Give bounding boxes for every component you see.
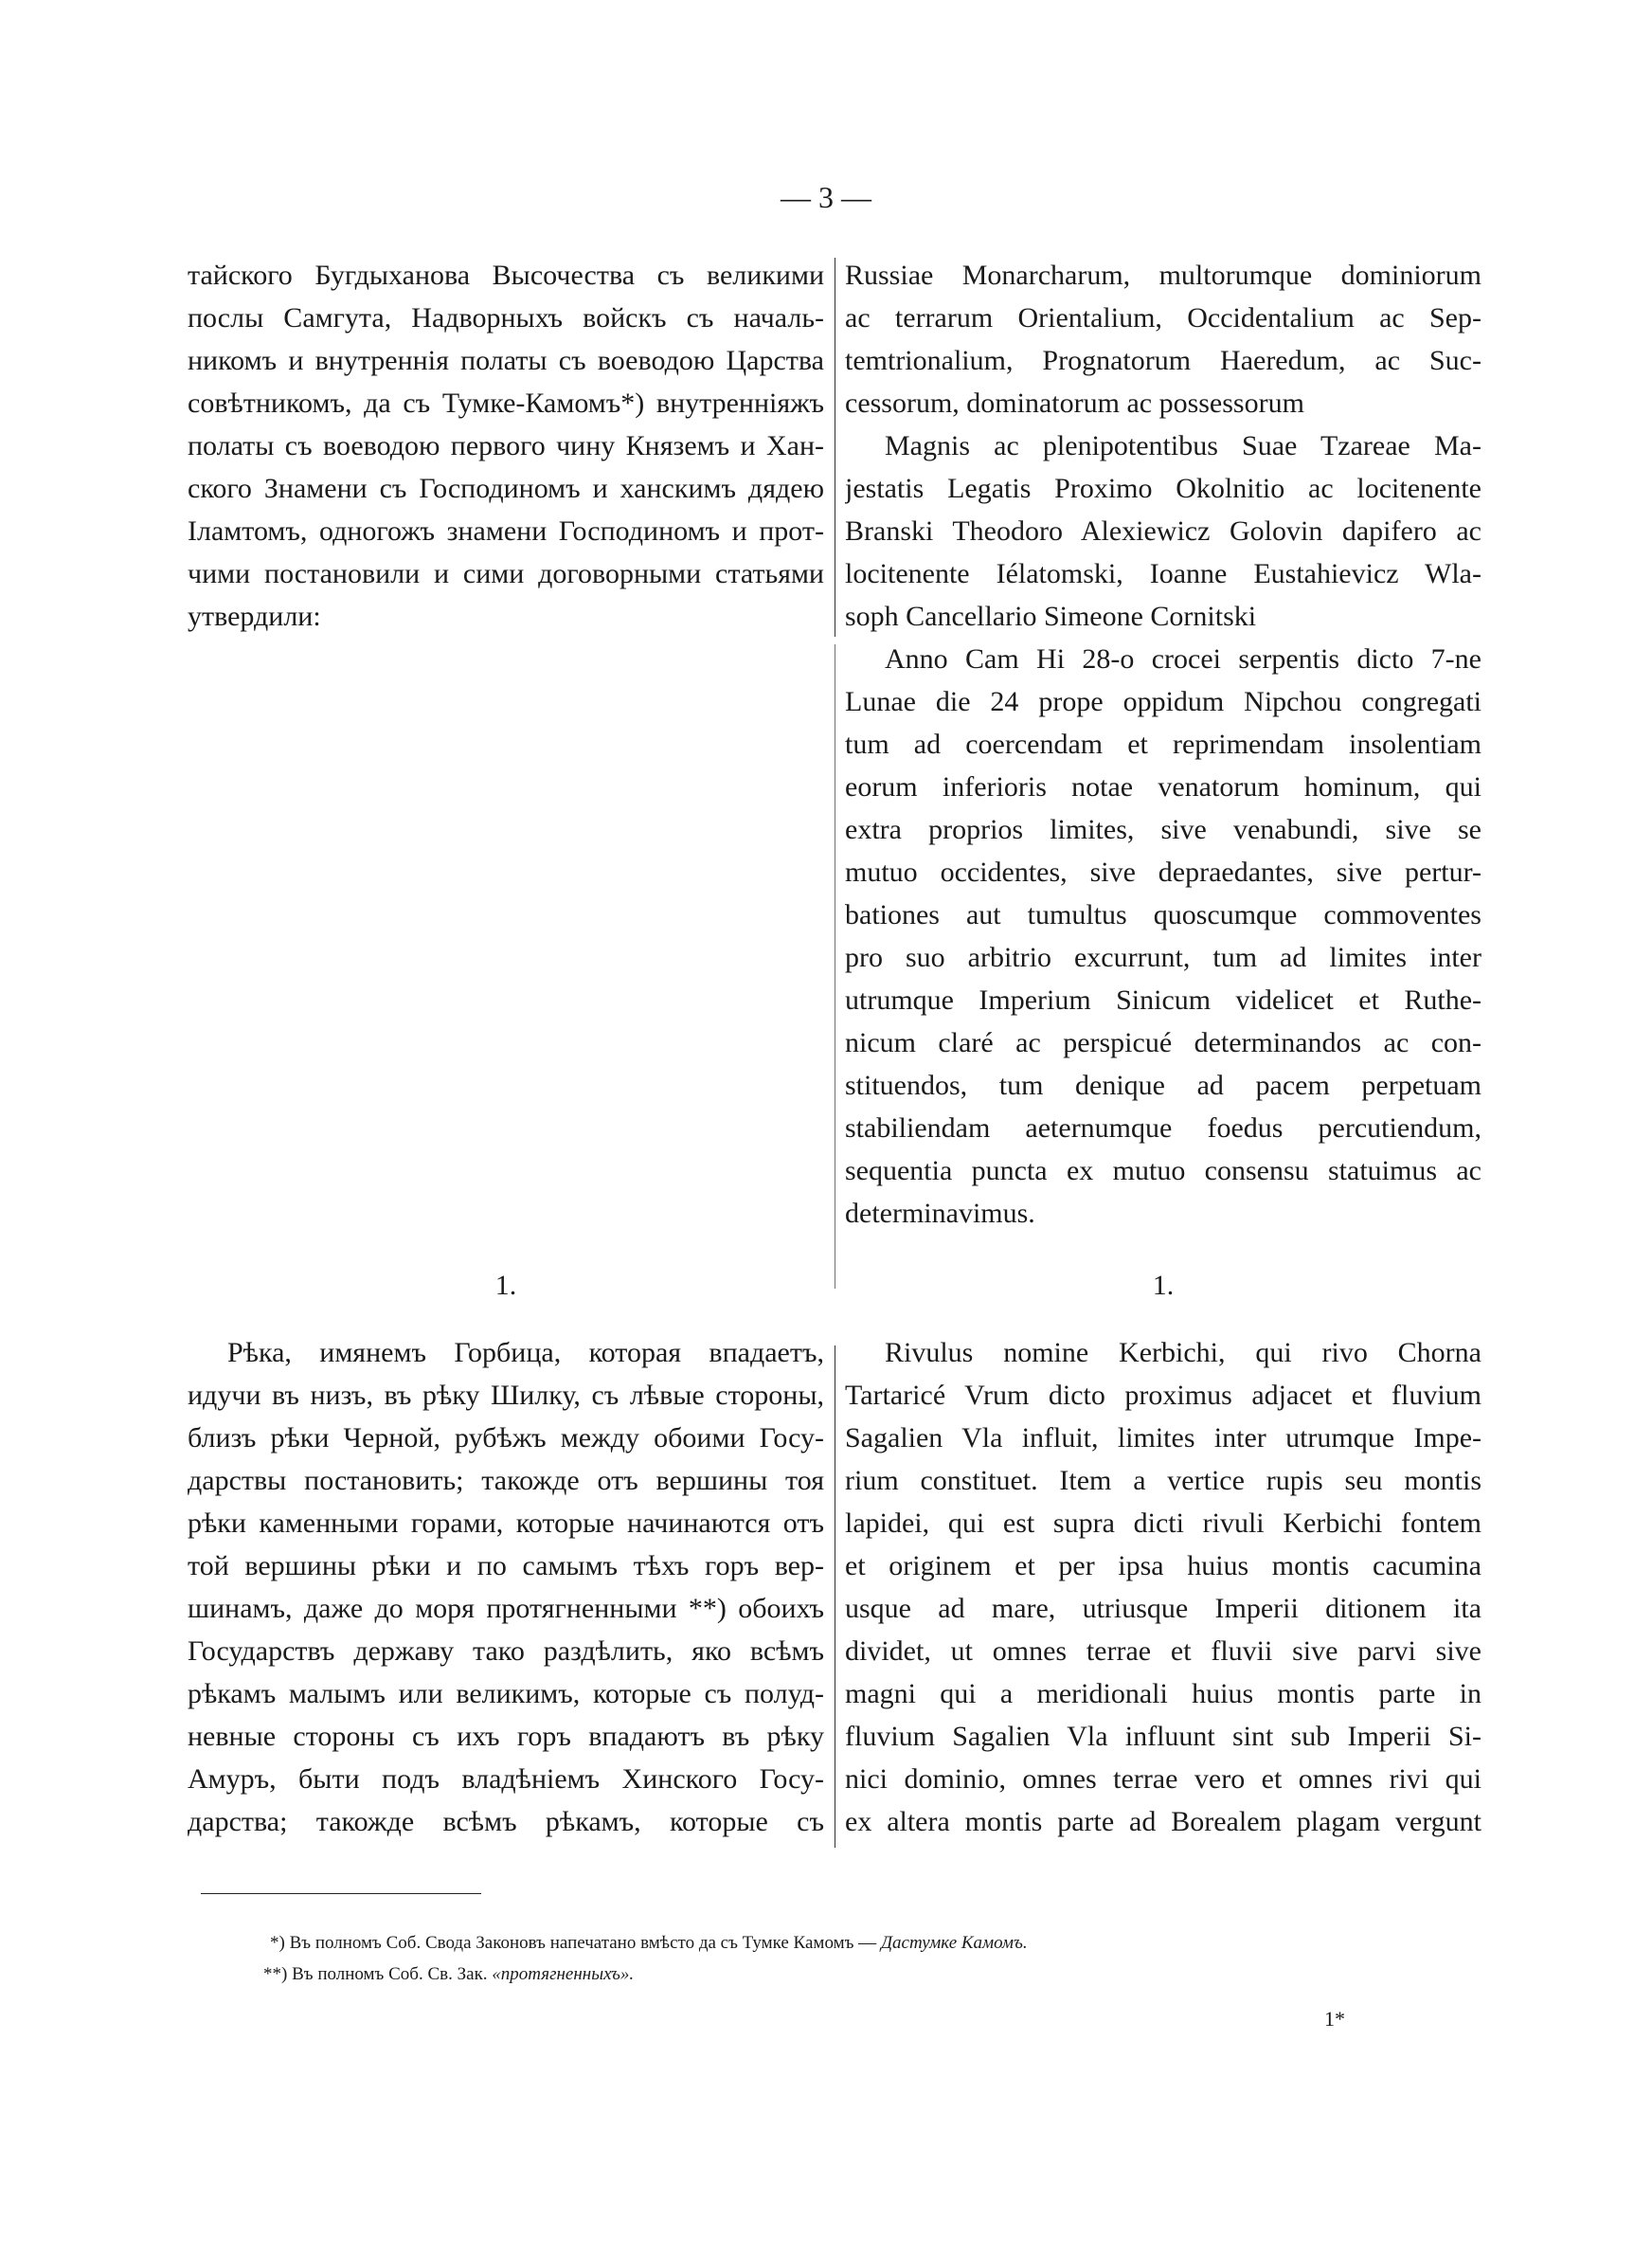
- text-line: ac terrarum Orientalium, Occidentalium ac Sep-: [845, 302, 1481, 334]
- text-line: рѣки каменными горами, которые начинаются отъ: [188, 1508, 824, 1539]
- footnote-1: [270, 1933, 1028, 1954]
- top-right-column: [845, 254, 1481, 1235]
- article-number-right: 1.: [1152, 1270, 1175, 1301]
- text-line: полаты съ воеводою первого чину Княземъ и Хан-: [188, 430, 824, 461]
- page-number: — 3 —: [781, 180, 871, 214]
- footnote-1-italic: Дастумке Камомъ.: [880, 1933, 1028, 1953]
- text-line: sequentia puncta ex mutuo consensu statuimus ac: [845, 1155, 1481, 1186]
- text-line: Рѣка, имянемъ Горбица, которая впадаетъ,: [227, 1337, 824, 1368]
- text-line: eorum inferioris notae venatorum hominum, qui: [845, 771, 1481, 803]
- top-left-column: [188, 254, 824, 638]
- text-line: locitenente Iélatomski, Ioanne Eustahievicz Wla-: [845, 558, 1481, 589]
- article-right-column: [845, 1331, 1481, 1843]
- text-line: Tartaricé Vrum dicto proximus adjacet et fluvium: [845, 1380, 1481, 1411]
- text-line: fluvium Sagalien Vla influunt sint sub Imperii Si-: [845, 1721, 1481, 1752]
- text-line: bationes aut tumultus quoscumque commoventes: [845, 899, 1481, 930]
- text-line: extra proprios limites, sive venabundi, sive se: [845, 814, 1481, 845]
- text-line: рѣкамъ малымъ или великимъ, которые съ полуд-: [188, 1678, 824, 1709]
- text-line: чими постановили и сими договорными статьями: [188, 558, 824, 589]
- text-line: Branski Theodoro Alexiewicz Golovin dapifero ac: [845, 515, 1481, 547]
- text-line: Russiae Monarcharum, multorumque dominiorum: [845, 260, 1481, 291]
- text-line: Іламтомъ, одногожъ знамени Господиномъ и прот-: [188, 515, 824, 547]
- text-line: совѣтникомъ, да съ Тумке-Камомъ*) внутренніяжъ: [188, 388, 824, 419]
- text-line: идучи въ низъ, въ рѣку Шилку, съ лѣвые стороны,: [188, 1380, 824, 1411]
- text-line: soph Cancellario Simeone Cornitski: [845, 601, 1257, 632]
- text-line: Sagalien Vla influit, limites inter utrumque Impe-: [845, 1422, 1481, 1454]
- text-line: stabiliendam aeternumque foedus percutiendum,: [845, 1112, 1481, 1144]
- text-line: дарствы постановить; такожде отъ вершины тоя: [188, 1465, 824, 1496]
- text-line: stituendos, tum denique ad pacem perpetuam: [845, 1070, 1481, 1101]
- text-line: magni qui a meridionali huius montis parte in: [845, 1678, 1481, 1709]
- text-line: mutuo occidentes, sive depraedantes, sive pertur-: [845, 857, 1481, 888]
- text-line: usque ad mare, utriusque Imperii ditionem ita: [845, 1593, 1481, 1624]
- text-line: lapidei, qui est supra dicti rivuli Kerbichi fontem: [845, 1508, 1481, 1539]
- text-line: Государствъ державу тако раздѣлить, яко всѣмъ: [188, 1635, 824, 1667]
- footnote-2-text: **) Въ полномъ Соб. Св. Зак.: [263, 1964, 493, 1984]
- footnote-1-text: *) Въ полномъ Соб. Свода Законовъ напечатано вмѣсто да съ Тумке Камомъ —: [270, 1933, 881, 1953]
- text-line: Амуръ, быти подъ владѣніемъ Хинского Госу-: [188, 1763, 824, 1795]
- text-line: Magnis ac plenipotentibus Suae Tzareae Ma-: [885, 430, 1481, 461]
- text-line: cessorum, dominatorum ac possessorum: [845, 388, 1304, 419]
- text-line: dividet, ut omnes terrae et fluvii sive parvi sive: [845, 1635, 1481, 1667]
- text-line: rium constituet. Item a vertice rupis seu montis: [845, 1465, 1481, 1496]
- text-line: послы Самгута, Надворныхъ войскъ съ началь-: [188, 302, 824, 334]
- text-line: той вершины рѣки и по самымъ тѣхъ горъ вер-: [188, 1550, 824, 1581]
- text-line: tum ad coercendam et reprimendam insolentiam: [845, 729, 1481, 760]
- text-line: nicum claré ac perspicué determinandos ac con-: [845, 1027, 1481, 1058]
- text-line: ского Знамени съ Господиномъ и ханскимъ дядею: [188, 473, 824, 504]
- text-line: pro suo arbitrio excurrunt, tum ad limites inter: [845, 942, 1481, 973]
- footnote-2: [263, 1964, 634, 1985]
- text-line: дарства; такожде всѣмъ рѣкамъ, которые съ: [188, 1806, 824, 1837]
- text-line: determinavimus.: [845, 1198, 1035, 1229]
- text-line: шинамъ, даже до моря протягненными **) обоихъ: [188, 1593, 824, 1624]
- signature-mark: 1*: [1324, 2007, 1345, 2031]
- text-line: et originem et per ipsa huius montis cacumina: [845, 1550, 1481, 1581]
- text-line: jestatis Legatis Proximo Okolnitio ac locitenente: [845, 473, 1481, 504]
- text-line: temtrionalium, Prognatorum Haeredum, ac Suc-: [845, 345, 1481, 376]
- text-line: Rivulus nomine Kerbichi, qui rivo Chorna: [885, 1337, 1481, 1368]
- article-number-left: 1.: [494, 1270, 517, 1301]
- text-line: Anno Cam Hi 28-o crocei serpentis dicto 7-ne: [885, 643, 1481, 675]
- text-line: невные стороны съ ихъ горъ впадаютъ въ рѣку: [188, 1721, 824, 1752]
- text-line: nici dominio, omnes terrae vero et omnes rivi qui: [845, 1763, 1481, 1795]
- text-line: ex altera montis parte ad Borealem plagam vergunt: [845, 1806, 1481, 1837]
- text-line: Lunae die 24 prope oppidum Nipchou congregati: [845, 686, 1481, 717]
- footnote-2-italic: «протягненныхъ».: [492, 1964, 635, 1984]
- text-line: utrumque Imperium Sinicum videlicet et Ruthe-: [845, 984, 1481, 1016]
- text-line: никомъ и внутреннія полаты съ воеводою Царства: [188, 345, 824, 376]
- footnote-rule: [201, 1893, 481, 1894]
- text-line: утвердили:: [188, 601, 321, 632]
- text-line: близъ рѣки Черной, рубѣжъ между обоими Госу-: [188, 1422, 824, 1454]
- article-left-column: [188, 1331, 824, 1843]
- text-line: тайского Бугдыханова Высочества съ великими: [188, 260, 824, 291]
